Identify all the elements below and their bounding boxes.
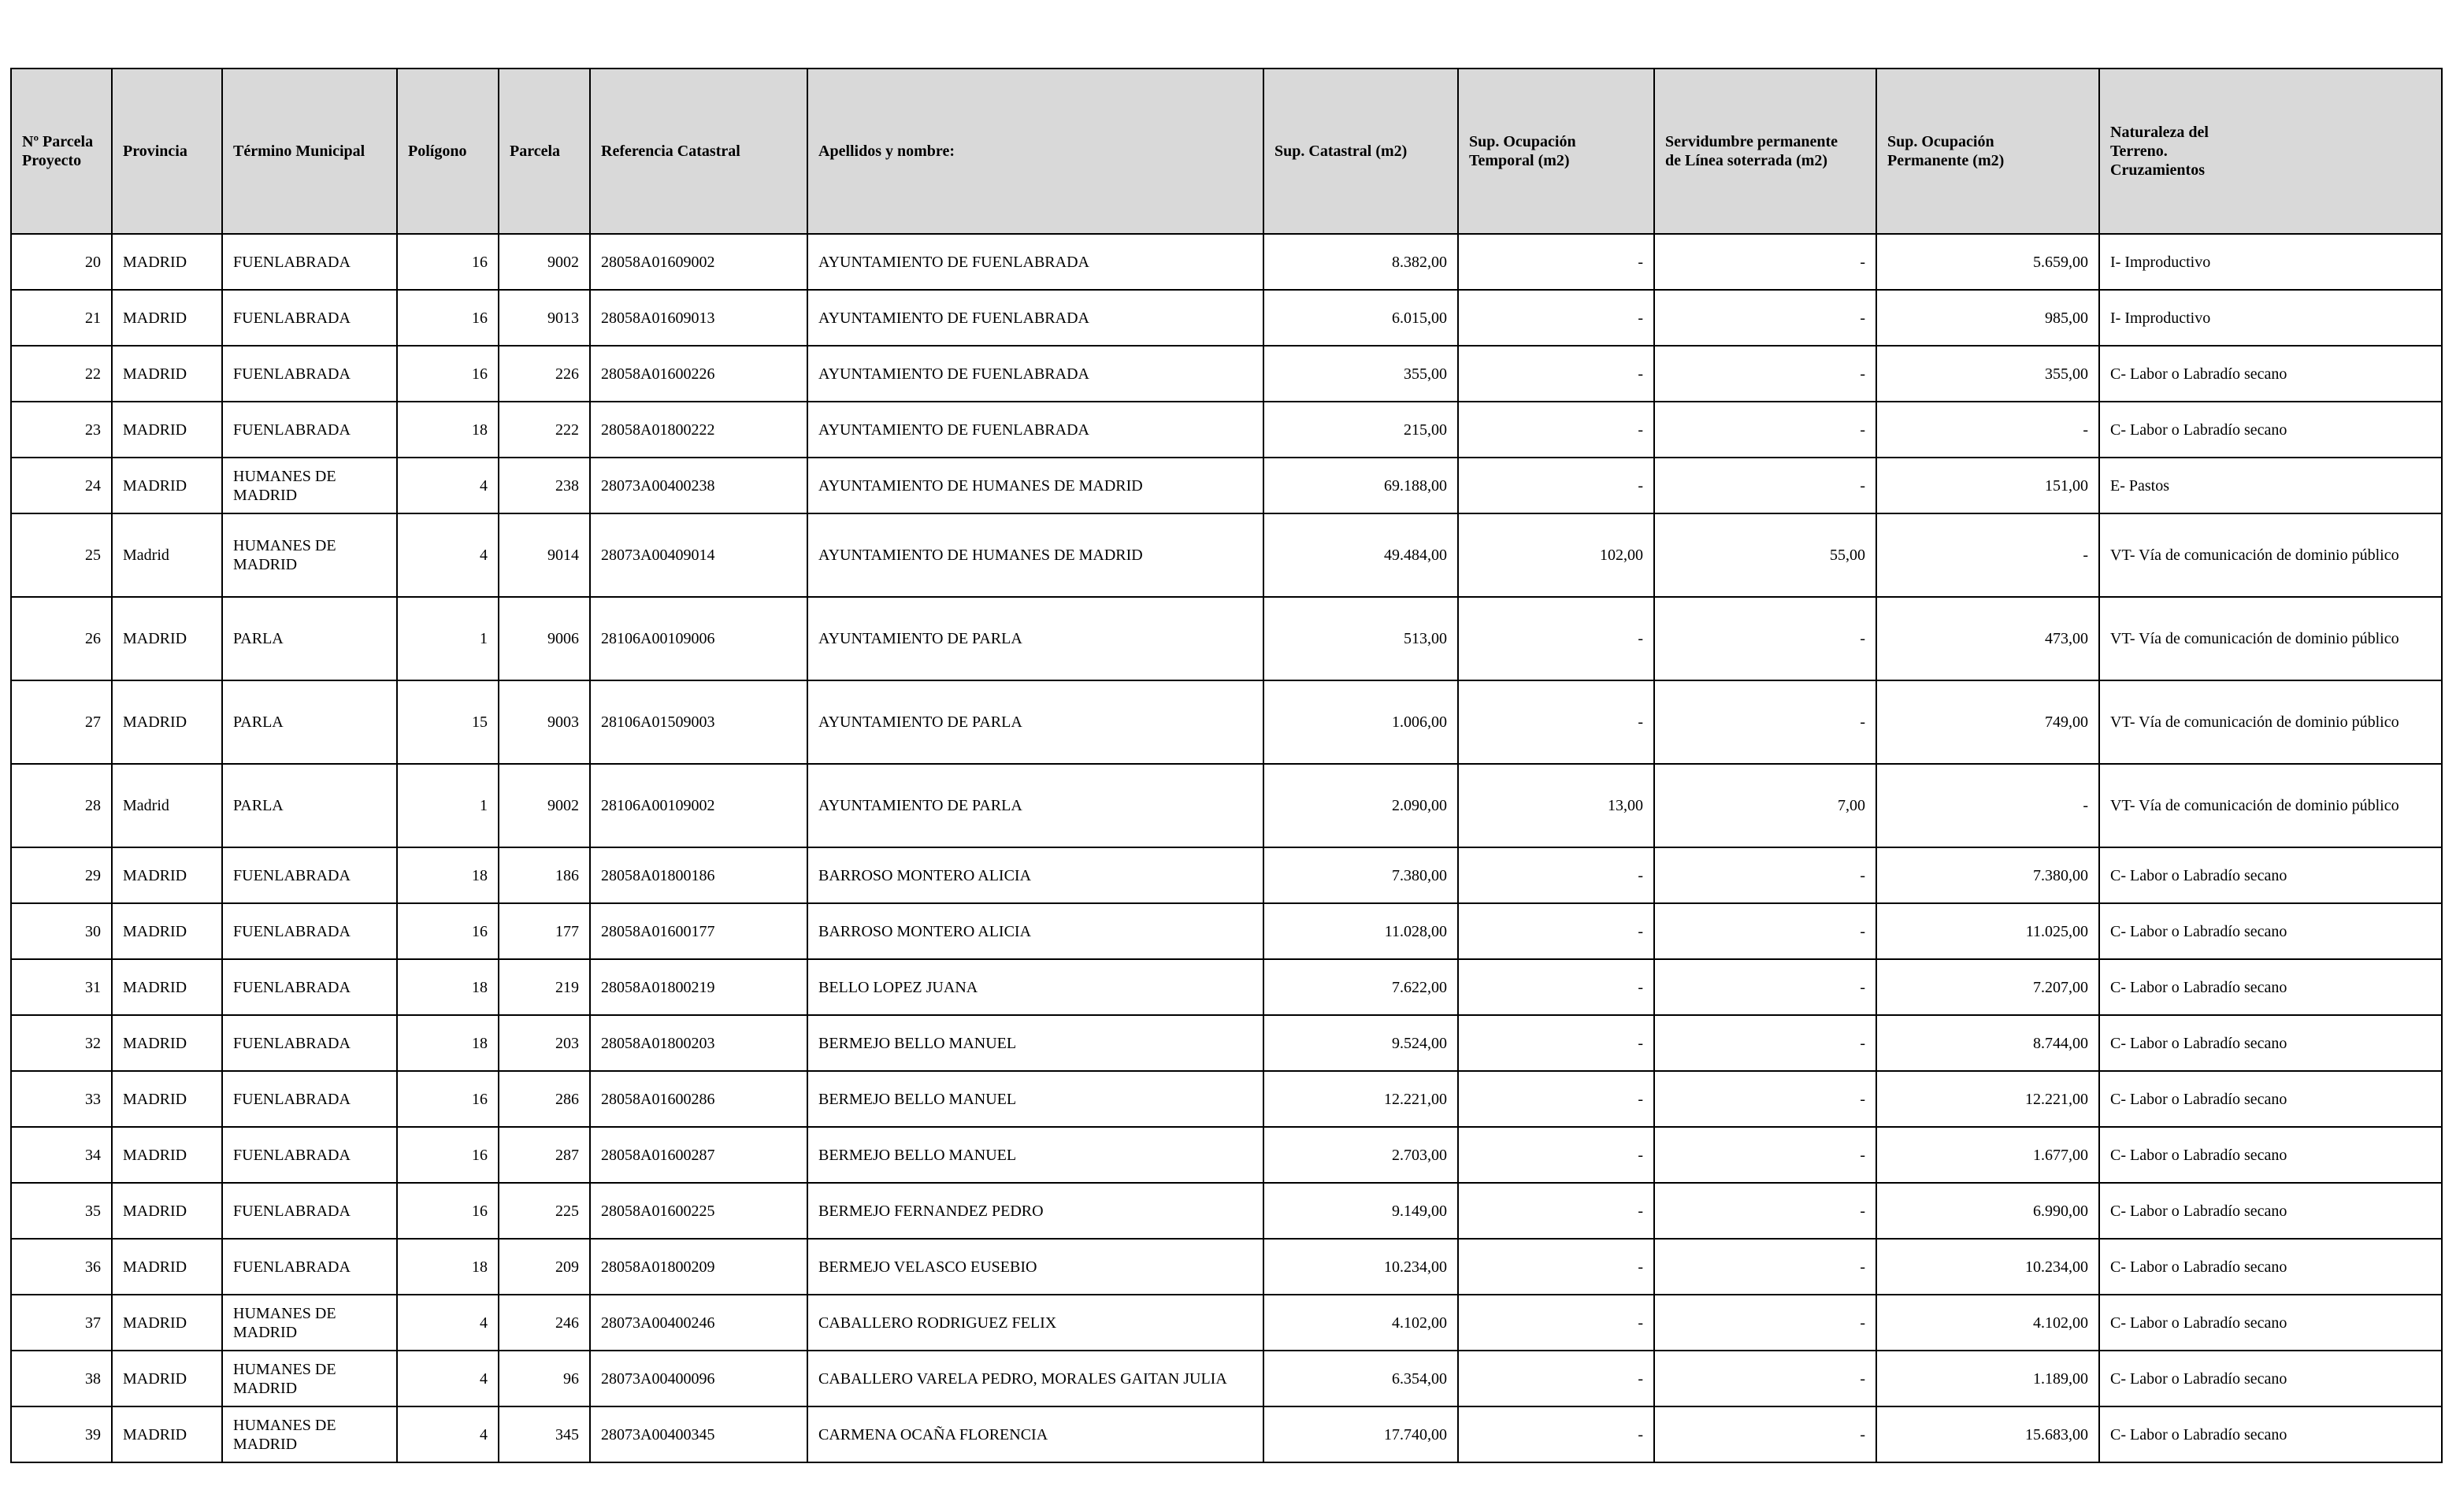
cell-apellidos-nombre: AYUNTAMIENTO DE PARLA [807, 597, 1263, 680]
cell-sup-catastral: 513,00 [1263, 597, 1458, 680]
cell-parcela: 286 [499, 1071, 590, 1127]
cell-sup-ocupacion-temporal: - [1458, 959, 1654, 1015]
cell-parcela-proyecto: 26 [11, 597, 112, 680]
header-sup-catastral: Sup. Catastral (m2) [1263, 69, 1458, 234]
cell-termino-municipal: FUENLABRADA [222, 959, 397, 1015]
cell-provincia: MADRID [112, 1015, 222, 1071]
cell-apellidos-nombre: CABALLERO RODRIGUEZ FELIX [807, 1295, 1263, 1351]
cell-sup-catastral: 6.015,00 [1263, 290, 1458, 346]
cell-naturaleza-terreno: E- Pastos [2099, 458, 2442, 513]
cell-poligono: 4 [397, 458, 499, 513]
cell-referencia-catastral: 28106A01509003 [590, 680, 807, 764]
cell-sup-ocupacion-temporal: - [1458, 1071, 1654, 1127]
cell-parcela-proyecto: 39 [11, 1406, 112, 1462]
cell-sup-ocupacion-temporal: - [1458, 290, 1654, 346]
cell-parcela-proyecto: 36 [11, 1239, 112, 1295]
cell-parcela: 9002 [499, 764, 590, 847]
table-row [11, 1015, 2442, 1071]
cell-naturaleza-terreno: I- Improductivo [2099, 290, 2442, 346]
cell-parcela-proyecto: 21 [11, 290, 112, 346]
cell-poligono: 4 [397, 1295, 499, 1351]
cell-sup-catastral: 6.354,00 [1263, 1351, 1458, 1406]
cell-termino-municipal: PARLA [222, 764, 397, 847]
cell-sup-ocupacion-temporal: - [1458, 597, 1654, 680]
cell-servidumbre-permanente: - [1654, 346, 1876, 402]
cell-poligono: 16 [397, 234, 499, 290]
table-header-row [11, 69, 2442, 234]
table-row [11, 1183, 2442, 1239]
table-row [11, 402, 2442, 458]
cell-parcela: 9003 [499, 680, 590, 764]
cell-naturaleza-terreno: C- Labor o Labradío secano [2099, 1406, 2442, 1462]
cell-parcela: 96 [499, 1351, 590, 1406]
cell-referencia-catastral: 28058A01800222 [590, 402, 807, 458]
cell-sup-catastral: 9.524,00 [1263, 1015, 1458, 1071]
cell-parcela-proyecto: 37 [11, 1295, 112, 1351]
cell-sup-ocupacion-permanente: 355,00 [1876, 346, 2099, 402]
cell-sup-ocupacion-permanente: - [1876, 402, 2099, 458]
header-parcela: Parcela [499, 69, 590, 234]
cell-servidumbre-permanente: - [1654, 680, 1876, 764]
table-row [11, 1351, 2442, 1406]
table-row [11, 847, 2442, 903]
cell-provincia: MADRID [112, 1071, 222, 1127]
cell-termino-municipal: HUMANES DE MADRID [222, 458, 397, 513]
cell-poligono: 16 [397, 1071, 499, 1127]
cell-parcela-proyecto: 23 [11, 402, 112, 458]
cell-apellidos-nombre: BELLO LOPEZ JUANA [807, 959, 1263, 1015]
cell-sup-ocupacion-permanente: 985,00 [1876, 290, 2099, 346]
cell-referencia-catastral: 28058A01600286 [590, 1071, 807, 1127]
cell-poligono: 18 [397, 847, 499, 903]
cell-termino-municipal: FUENLABRADA [222, 1015, 397, 1071]
cell-sup-catastral: 2.703,00 [1263, 1127, 1458, 1183]
cell-naturaleza-terreno: C- Labor o Labradío secano [2099, 1071, 2442, 1127]
cell-referencia-catastral: 28058A01800203 [590, 1015, 807, 1071]
cell-parcela-proyecto: 30 [11, 903, 112, 959]
cell-parcela-proyecto: 35 [11, 1183, 112, 1239]
cell-sup-catastral: 69.188,00 [1263, 458, 1458, 513]
cell-parcela: 226 [499, 346, 590, 402]
cell-sup-ocupacion-temporal: - [1458, 234, 1654, 290]
cell-sup-ocupacion-permanente: 1.677,00 [1876, 1127, 2099, 1183]
cell-provincia: MADRID [112, 458, 222, 513]
cell-termino-municipal: FUENLABRADA [222, 402, 397, 458]
cell-sup-catastral: 8.382,00 [1263, 234, 1458, 290]
cell-servidumbre-permanente: - [1654, 402, 1876, 458]
cell-provincia: Madrid [112, 513, 222, 597]
cell-servidumbre-permanente: - [1654, 458, 1876, 513]
cell-parcela: 246 [499, 1295, 590, 1351]
cell-apellidos-nombre: AYUNTAMIENTO DE PARLA [807, 680, 1263, 764]
cell-provincia: MADRID [112, 1295, 222, 1351]
cell-provincia: MADRID [112, 346, 222, 402]
cell-apellidos-nombre: AYUNTAMIENTO DE FUENLABRADA [807, 234, 1263, 290]
cell-naturaleza-terreno: C- Labor o Labradío secano [2099, 1015, 2442, 1071]
cell-naturaleza-terreno: C- Labor o Labradío secano [2099, 346, 2442, 402]
cell-servidumbre-permanente: - [1654, 903, 1876, 959]
cell-servidumbre-permanente: - [1654, 1071, 1876, 1127]
cell-parcela-proyecto: 33 [11, 1071, 112, 1127]
cell-poligono: 1 [397, 764, 499, 847]
cell-termino-municipal: FUENLABRADA [222, 234, 397, 290]
cell-sup-ocupacion-permanente: 15.683,00 [1876, 1406, 2099, 1462]
cell-poligono: 18 [397, 1239, 499, 1295]
cell-sup-ocupacion-temporal: - [1458, 1239, 1654, 1295]
cell-poligono: 4 [397, 1406, 499, 1462]
cell-servidumbre-permanente: 7,00 [1654, 764, 1876, 847]
cell-poligono: 16 [397, 903, 499, 959]
cell-sup-catastral: 9.149,00 [1263, 1183, 1458, 1239]
cell-sup-ocupacion-temporal: - [1458, 1295, 1654, 1351]
cell-parcela-proyecto: 34 [11, 1127, 112, 1183]
cell-apellidos-nombre: AYUNTAMIENTO DE FUENLABRADA [807, 290, 1263, 346]
table-row [11, 764, 2442, 847]
cell-provincia: MADRID [112, 1406, 222, 1462]
cell-sup-catastral: 2.090,00 [1263, 764, 1458, 847]
table-row [11, 903, 2442, 959]
cell-termino-municipal: FUENLABRADA [222, 1071, 397, 1127]
header-servidumbre-permanente: Servidumbre permanente de Línea soterrada (m2) [1654, 69, 1876, 234]
cell-sup-ocupacion-permanente: - [1876, 513, 2099, 597]
cell-naturaleza-terreno: C- Labor o Labradío secano [2099, 903, 2442, 959]
cell-termino-municipal: FUENLABRADA [222, 1183, 397, 1239]
cell-sup-ocupacion-permanente: 8.744,00 [1876, 1015, 2099, 1071]
cell-termino-municipal: HUMANES DE MADRID [222, 1295, 397, 1351]
cell-apellidos-nombre: BARROSO MONTERO ALICIA [807, 903, 1263, 959]
cell-apellidos-nombre: BERMEJO VELASCO EUSEBIO [807, 1239, 1263, 1295]
cell-referencia-catastral: 28058A01600287 [590, 1127, 807, 1183]
cell-servidumbre-permanente: - [1654, 234, 1876, 290]
cell-servidumbre-permanente: - [1654, 1183, 1876, 1239]
cell-referencia-catastral: 28058A01609013 [590, 290, 807, 346]
cell-naturaleza-terreno: C- Labor o Labradío secano [2099, 959, 2442, 1015]
cell-termino-municipal: FUENLABRADA [222, 1239, 397, 1295]
cell-servidumbre-permanente: - [1654, 1239, 1876, 1295]
table-row [11, 458, 2442, 513]
cell-servidumbre-permanente: - [1654, 597, 1876, 680]
cell-sup-catastral: 1.006,00 [1263, 680, 1458, 764]
cell-naturaleza-terreno: C- Labor o Labradío secano [2099, 1295, 2442, 1351]
cell-sup-ocupacion-temporal: - [1458, 680, 1654, 764]
cell-parcela: 225 [499, 1183, 590, 1239]
table-row [11, 234, 2442, 290]
header-termino-municipal: Término Municipal [222, 69, 397, 234]
cell-provincia: Madrid [112, 764, 222, 847]
cell-servidumbre-permanente: - [1654, 1295, 1876, 1351]
cell-termino-municipal: HUMANES DE MADRID [222, 513, 397, 597]
table-row [11, 513, 2442, 597]
cell-servidumbre-permanente: - [1654, 959, 1876, 1015]
cell-termino-municipal: FUENLABRADA [222, 346, 397, 402]
table-row [11, 597, 2442, 680]
cell-servidumbre-permanente: - [1654, 1015, 1876, 1071]
cell-referencia-catastral: 28073A00400345 [590, 1406, 807, 1462]
cell-sup-ocupacion-permanente: - [1876, 764, 2099, 847]
cell-naturaleza-terreno: I- Improductivo [2099, 234, 2442, 290]
cell-sup-ocupacion-temporal: 102,00 [1458, 513, 1654, 597]
cell-sup-ocupacion-permanente: 10.234,00 [1876, 1239, 2099, 1295]
cell-apellidos-nombre: AYUNTAMIENTO DE FUENLABRADA [807, 402, 1263, 458]
cell-sup-catastral: 11.028,00 [1263, 903, 1458, 959]
cell-referencia-catastral: 28058A01600177 [590, 903, 807, 959]
cell-poligono: 18 [397, 402, 499, 458]
cell-poligono: 16 [397, 346, 499, 402]
cell-termino-municipal: FUENLABRADA [222, 290, 397, 346]
cell-referencia-catastral: 28058A01800209 [590, 1239, 807, 1295]
cell-parcela-proyecto: 25 [11, 513, 112, 597]
cell-parcela-proyecto: 27 [11, 680, 112, 764]
cell-sup-catastral: 10.234,00 [1263, 1239, 1458, 1295]
cell-termino-municipal: HUMANES DE MADRID [222, 1406, 397, 1462]
cell-sup-catastral: 215,00 [1263, 402, 1458, 458]
cell-naturaleza-terreno: C- Labor o Labradío secano [2099, 1351, 2442, 1406]
table-row [11, 1127, 2442, 1183]
cell-parcela: 177 [499, 903, 590, 959]
table-row [11, 680, 2442, 764]
header-provincia: Provincia [112, 69, 222, 234]
cell-servidumbre-permanente: - [1654, 1127, 1876, 1183]
cell-poligono: 16 [397, 1183, 499, 1239]
cell-parcela: 287 [499, 1127, 590, 1183]
cell-sup-ocupacion-temporal: 13,00 [1458, 764, 1654, 847]
cell-sup-ocupacion-temporal: - [1458, 1015, 1654, 1071]
cell-referencia-catastral: 28058A01600225 [590, 1183, 807, 1239]
cell-parcela: 238 [499, 458, 590, 513]
cell-poligono: 15 [397, 680, 499, 764]
cell-sup-catastral: 49.484,00 [1263, 513, 1458, 597]
cell-termino-municipal: HUMANES DE MADRID [222, 1351, 397, 1406]
cell-naturaleza-terreno: C- Labor o Labradío secano [2099, 402, 2442, 458]
cell-parcela: 345 [499, 1406, 590, 1462]
cell-servidumbre-permanente: - [1654, 1406, 1876, 1462]
cell-termino-municipal: FUENLABRADA [222, 1127, 397, 1183]
cell-sup-ocupacion-temporal: - [1458, 847, 1654, 903]
cell-sup-ocupacion-permanente: 151,00 [1876, 458, 2099, 513]
cell-servidumbre-permanente: - [1654, 290, 1876, 346]
header-naturaleza-terreno: Naturaleza del Terreno. Cruzamientos [2099, 69, 2442, 234]
cell-parcela: 9002 [499, 234, 590, 290]
cell-provincia: MADRID [112, 1183, 222, 1239]
cell-sup-ocupacion-permanente: 749,00 [1876, 680, 2099, 764]
cell-servidumbre-permanente: - [1654, 847, 1876, 903]
cell-parcela-proyecto: 22 [11, 346, 112, 402]
cell-referencia-catastral: 28106A00109002 [590, 764, 807, 847]
table-row [11, 1406, 2442, 1462]
table-row [11, 1295, 2442, 1351]
header-apellidos-nombre: Apellidos y nombre: [807, 69, 1263, 234]
cell-referencia-catastral: 28058A01600226 [590, 346, 807, 402]
cell-poligono: 4 [397, 1351, 499, 1406]
cell-referencia-catastral: 28106A00109006 [590, 597, 807, 680]
cell-sup-ocupacion-temporal: - [1458, 402, 1654, 458]
cell-sup-catastral: 7.380,00 [1263, 847, 1458, 903]
cell-sup-ocupacion-permanente: 5.659,00 [1876, 234, 2099, 290]
cell-parcela-proyecto: 28 [11, 764, 112, 847]
cell-apellidos-nombre: BERMEJO BELLO MANUEL [807, 1015, 1263, 1071]
cell-parcela-proyecto: 24 [11, 458, 112, 513]
cell-sup-ocupacion-temporal: - [1458, 1406, 1654, 1462]
table-row [11, 346, 2442, 402]
cell-parcela-proyecto: 20 [11, 234, 112, 290]
cell-sup-ocupacion-temporal: - [1458, 458, 1654, 513]
cell-apellidos-nombre: BERMEJO BELLO MANUEL [807, 1071, 1263, 1127]
cell-poligono: 4 [397, 513, 499, 597]
cell-referencia-catastral: 28073A00400246 [590, 1295, 807, 1351]
cell-naturaleza-terreno: VT- Vía de comunicación de dominio público [2099, 764, 2442, 847]
cell-parcela-proyecto: 29 [11, 847, 112, 903]
cell-sup-ocupacion-permanente: 7.207,00 [1876, 959, 2099, 1015]
cell-termino-municipal: PARLA [222, 680, 397, 764]
cell-apellidos-nombre: CARMENA OCAÑA FLORENCIA [807, 1406, 1263, 1462]
cell-apellidos-nombre: AYUNTAMIENTO DE HUMANES DE MADRID [807, 458, 1263, 513]
cell-termino-municipal: PARLA [222, 597, 397, 680]
header-sup-ocupacion-temporal: Sup. Ocupación Temporal (m2) [1458, 69, 1654, 234]
cell-sup-ocupacion-temporal: - [1458, 1127, 1654, 1183]
cell-provincia: MADRID [112, 959, 222, 1015]
cell-termino-municipal: FUENLABRADA [222, 903, 397, 959]
header-parcela-proyecto: Nº Parcela Proyecto [11, 69, 112, 234]
cell-sup-ocupacion-permanente: 7.380,00 [1876, 847, 2099, 903]
cell-parcela: 222 [499, 402, 590, 458]
cell-naturaleza-terreno: VT- Vía de comunicación de dominio público [2099, 513, 2442, 597]
cell-provincia: MADRID [112, 402, 222, 458]
cell-apellidos-nombre: CABALLERO VARELA PEDRO, MORALES GAITAN JULIA [807, 1351, 1263, 1406]
cell-parcela: 219 [499, 959, 590, 1015]
cell-sup-ocupacion-permanente: 12.221,00 [1876, 1071, 2099, 1127]
header-poligono: Polígono [397, 69, 499, 234]
table-row [11, 1071, 2442, 1127]
cell-sup-ocupacion-permanente: 6.990,00 [1876, 1183, 2099, 1239]
parcel-table-page [10, 68, 2441, 1463]
cell-provincia: MADRID [112, 1239, 222, 1295]
cell-apellidos-nombre: AYUNTAMIENTO DE HUMANES DE MADRID [807, 513, 1263, 597]
table-row [11, 290, 2442, 346]
cell-sup-ocupacion-permanente: 473,00 [1876, 597, 2099, 680]
table-body [11, 234, 2442, 1462]
cell-sup-ocupacion-temporal: - [1458, 1351, 1654, 1406]
cell-apellidos-nombre: AYUNTAMIENTO DE FUENLABRADA [807, 346, 1263, 402]
cell-poligono: 18 [397, 1015, 499, 1071]
table-row [11, 1239, 2442, 1295]
cell-sup-ocupacion-permanente: 11.025,00 [1876, 903, 2099, 959]
cell-sup-ocupacion-permanente: 4.102,00 [1876, 1295, 2099, 1351]
cell-naturaleza-terreno: C- Labor o Labradío secano [2099, 847, 2442, 903]
cell-parcela: 9006 [499, 597, 590, 680]
cell-parcela: 186 [499, 847, 590, 903]
cell-apellidos-nombre: AYUNTAMIENTO DE PARLA [807, 764, 1263, 847]
cell-naturaleza-terreno: C- Labor o Labradío secano [2099, 1239, 2442, 1295]
cell-referencia-catastral: 28058A01800219 [590, 959, 807, 1015]
cell-apellidos-nombre: BERMEJO FERNANDEZ PEDRO [807, 1183, 1263, 1239]
cell-referencia-catastral: 28073A00409014 [590, 513, 807, 597]
cell-naturaleza-terreno: C- Labor o Labradío secano [2099, 1127, 2442, 1183]
cell-provincia: MADRID [112, 1351, 222, 1406]
cell-provincia: MADRID [112, 290, 222, 346]
cell-referencia-catastral: 28073A00400096 [590, 1351, 807, 1406]
cell-apellidos-nombre: BERMEJO BELLO MANUEL [807, 1127, 1263, 1183]
cell-provincia: MADRID [112, 234, 222, 290]
cell-naturaleza-terreno: VT- Vía de comunicación de dominio público [2099, 680, 2442, 764]
header-referencia-catastral: Referencia Catastral [590, 69, 807, 234]
cell-parcela-proyecto: 38 [11, 1351, 112, 1406]
cell-poligono: 18 [397, 959, 499, 1015]
cell-parcela-proyecto: 32 [11, 1015, 112, 1071]
cell-sup-ocupacion-temporal: - [1458, 903, 1654, 959]
cell-sup-ocupacion-permanente: 1.189,00 [1876, 1351, 2099, 1406]
cell-sup-catastral: 12.221,00 [1263, 1071, 1458, 1127]
cell-sup-ocupacion-temporal: - [1458, 1183, 1654, 1239]
cell-parcela: 203 [499, 1015, 590, 1071]
cell-servidumbre-permanente: - [1654, 1351, 1876, 1406]
cell-parcela-proyecto: 31 [11, 959, 112, 1015]
cell-sup-catastral: 355,00 [1263, 346, 1458, 402]
cell-poligono: 16 [397, 1127, 499, 1183]
cell-servidumbre-permanente: 55,00 [1654, 513, 1876, 597]
cell-sup-catastral: 17.740,00 [1263, 1406, 1458, 1462]
cell-poligono: 1 [397, 597, 499, 680]
table-row [11, 959, 2442, 1015]
cell-naturaleza-terreno: C- Labor o Labradío secano [2099, 1183, 2442, 1239]
cell-parcela: 9014 [499, 513, 590, 597]
parcel-table [10, 68, 2443, 1463]
cell-parcela: 209 [499, 1239, 590, 1295]
cell-poligono: 16 [397, 290, 499, 346]
cell-parcela: 9013 [499, 290, 590, 346]
cell-sup-catastral: 4.102,00 [1263, 1295, 1458, 1351]
cell-provincia: MADRID [112, 903, 222, 959]
cell-provincia: MADRID [112, 680, 222, 764]
cell-referencia-catastral: 28058A01609002 [590, 234, 807, 290]
header-sup-ocupacion-permanente: Sup. Ocupación Permanente (m2) [1876, 69, 2099, 234]
cell-naturaleza-terreno: VT- Vía de comunicación de dominio público [2099, 597, 2442, 680]
cell-sup-catastral: 7.622,00 [1263, 959, 1458, 1015]
cell-apellidos-nombre: BARROSO MONTERO ALICIA [807, 847, 1263, 903]
cell-referencia-catastral: 28058A01800186 [590, 847, 807, 903]
cell-sup-ocupacion-temporal: - [1458, 346, 1654, 402]
cell-provincia: MADRID [112, 847, 222, 903]
cell-provincia: MADRID [112, 1127, 222, 1183]
cell-provincia: MADRID [112, 597, 222, 680]
cell-referencia-catastral: 28073A00400238 [590, 458, 807, 513]
cell-termino-municipal: FUENLABRADA [222, 847, 397, 903]
